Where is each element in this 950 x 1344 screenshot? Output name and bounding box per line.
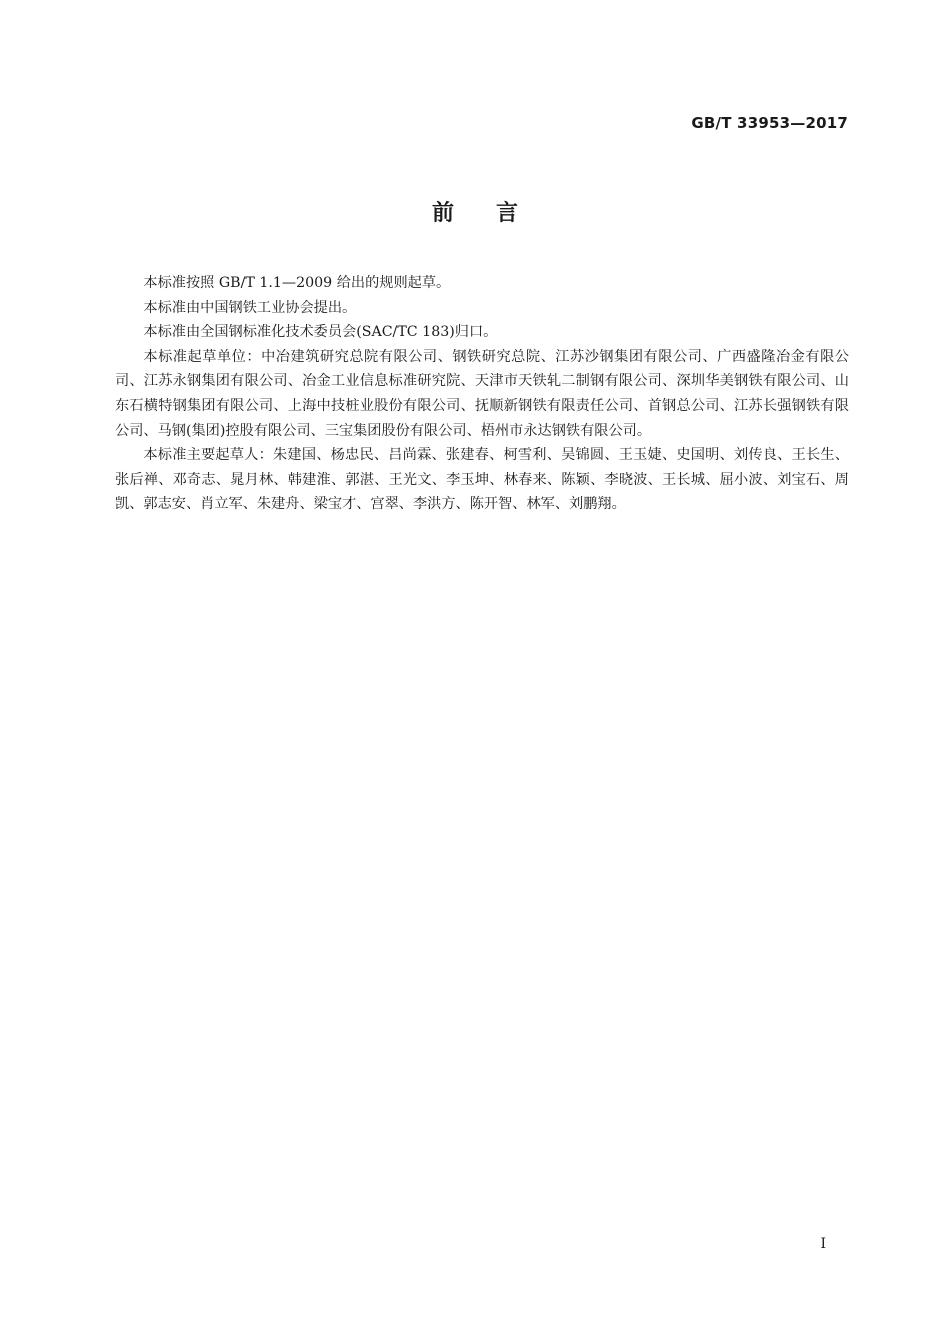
standard-code: GB/T 33953—2017	[691, 114, 848, 132]
paragraph-drafting-rules: 本标准按照 GB/T 1.1—2009 给出的规则起草。	[143, 275, 451, 291]
paragraph-centralized-by: 本标准由全国钢标准化技术委员会(SAC/TC 183)归口。	[143, 324, 498, 341]
paragraph-proposer: 本标准由中国钢铁工业协会提出。	[143, 299, 357, 316]
page-title: 前言	[431, 201, 560, 226]
paragraph-drafting-units: 本标准起草单位：中冶建筑研究总院有限公司、钢铁研究总院、江苏沙钢集团有限公司、广西盛隆冶金有限公司、江苏永钢集团有限公司、冶金工业信息标准研究院、天津市天铁轧二制钢有限公司、深圳华美钢铁有限公司、山东石横特钢集团有限公司、上海中技桩业股份有限公司、抚顺新钢铁有限责任公司、首钢总公司、江苏长强钢铁有限公司、马钢(集团)控股有限公司、三宝集团股份有限公司、梧州市永达钢铁有限公司。	[115, 348, 849, 439]
page-number: I	[820, 1236, 826, 1252]
paragraph-main-drafters: 本标准主要起草人：朱建国、杨忠民、吕尚霖、张建春、柯雪利、吴锦圆、王玉婕、史国明、刘传良、王长生、张后禅、邓奇志、晁月林、韩建淮、郭湛、王光文、李玉坤、林春来、陈颖、李晓波、王长城、屈小波、刘宝石、周凯、郭志安、肖立军、朱建舟、梁宝才、宫翠、李洪方、陈开智、林军、刘鹏翔。	[115, 447, 849, 513]
foreword-body	[115, 271, 849, 517]
